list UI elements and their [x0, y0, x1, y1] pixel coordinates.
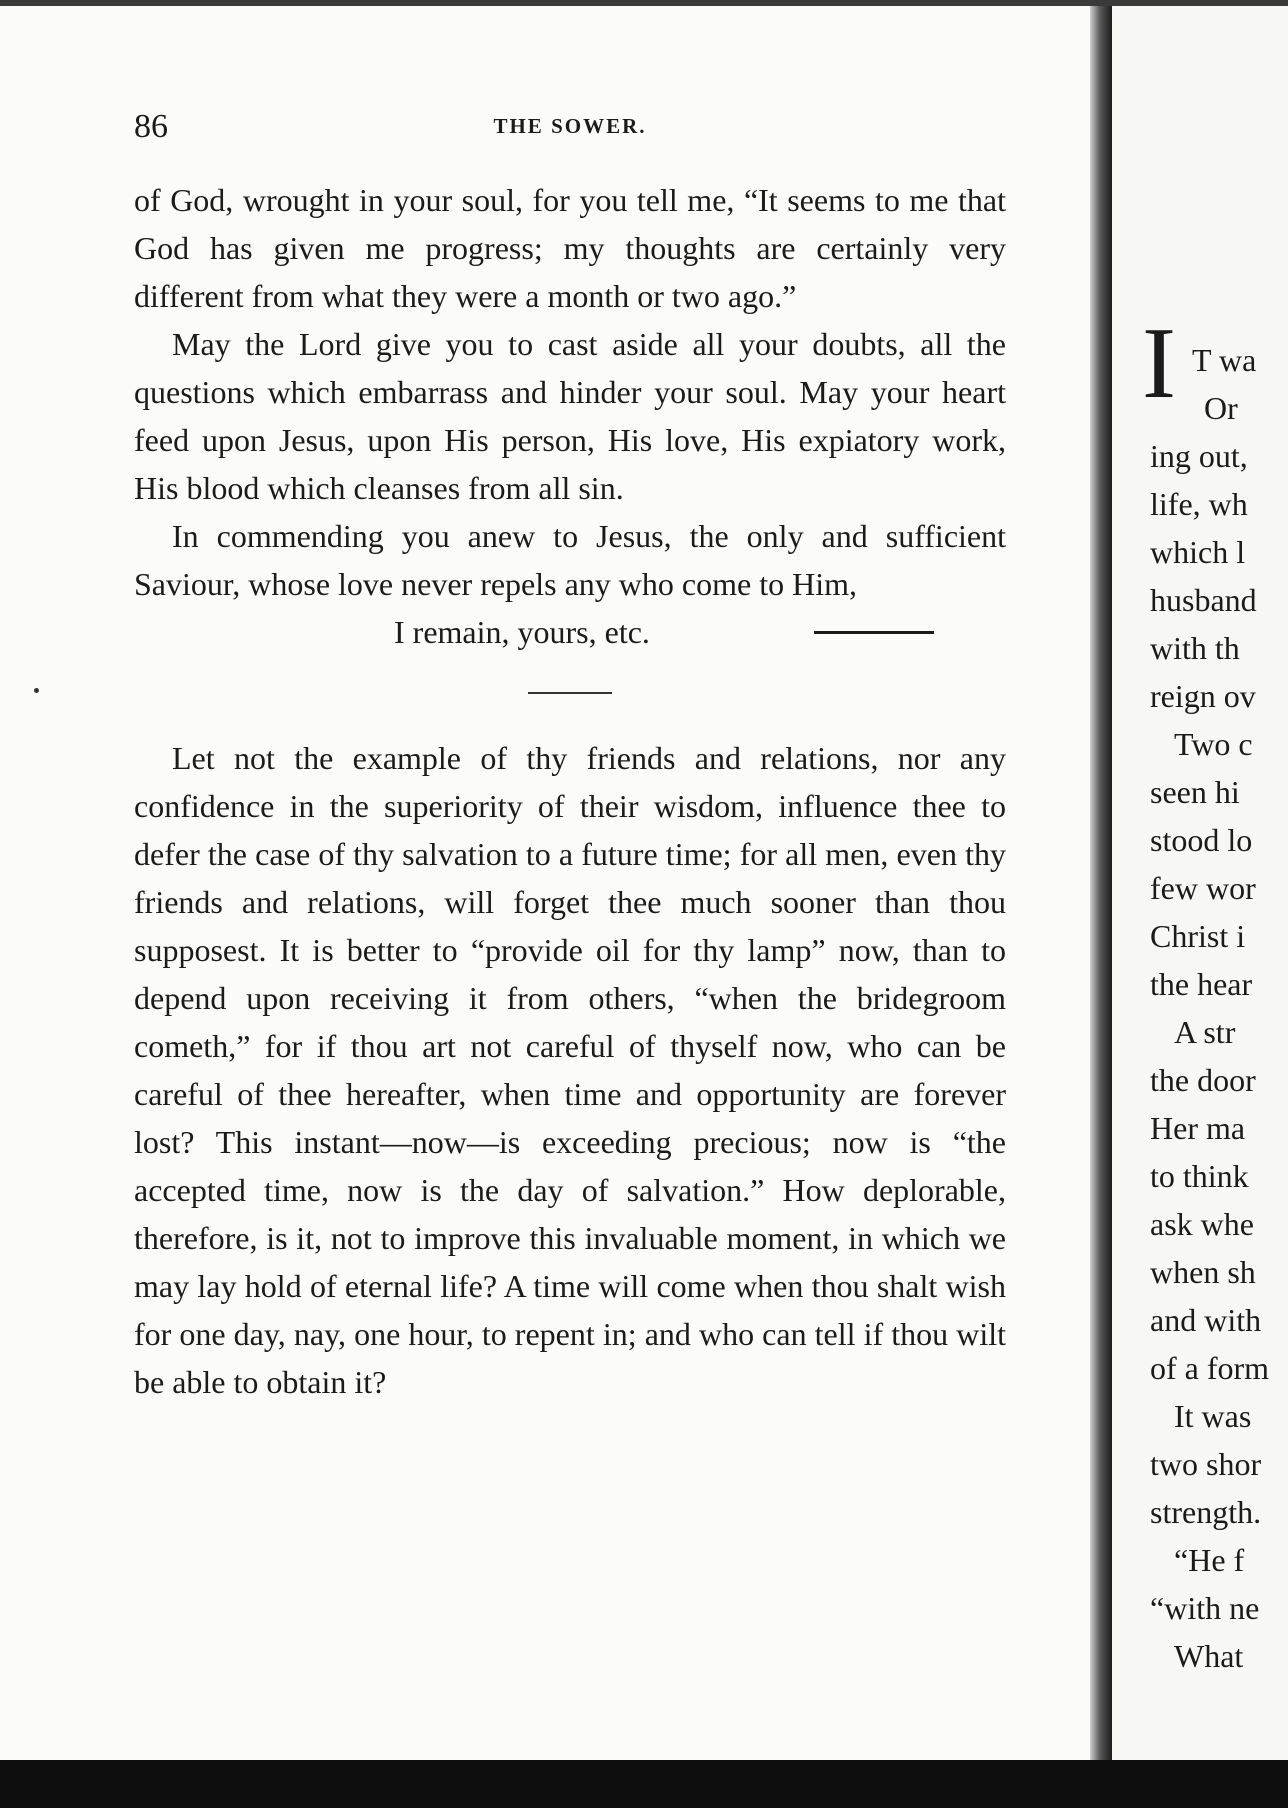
right-page-line: ing out,	[1150, 438, 1248, 474]
right-page-line: the hear	[1150, 966, 1253, 1002]
paragraph: In commending you anew to Jesus, the only and sufficient Saviour, whose love never repels any who come to Him,	[134, 518, 1006, 602]
right-page	[1112, 6, 1288, 1760]
paragraph: Let not the example of thy friends and relations, nor any confidence in the superiority of their wisdom, influence thee to defer the case of thy salvation to a future time; for all men, even thy friends and relations, will forget thee much sooner than thou supposest. It is better to “provide oil for thy lamp” now, than to depend upon receiving it from others, “when the bridegroom cometh,” for if thou art not careful of thyself now, who can be careful of thee hereafter, when time and opportunity are forever lost? This instant—now—is exceeding precious; now is “the accepted time, now is the day of salvation.” How deplorable, therefore, is it, not to improve this invaluable moment, in which we may lay hold of eternal life? A time will come when thou shalt wish for one day, nay, one hour, to repent in; and who can tell if thou wilt be able to obtain it?	[134, 740, 1006, 1400]
right-page-line: Christ i	[1150, 918, 1246, 954]
right-page-line: reign ov	[1150, 678, 1256, 714]
right-page-line: to think	[1150, 1158, 1249, 1194]
page-number: 86	[134, 108, 168, 145]
closing-dash	[814, 631, 934, 634]
scan-bottom-edge	[0, 1760, 1288, 1808]
right-page-line: which l	[1150, 534, 1246, 570]
closing-line	[134, 608, 1006, 656]
right-page-line: life, wh	[1150, 486, 1248, 522]
right-page-line: with th	[1150, 630, 1240, 666]
drop-cap: I	[1142, 307, 1176, 420]
right-page-line: husband	[1150, 582, 1257, 618]
right-page-line: and with	[1150, 1302, 1262, 1338]
right-page-line: A str	[1174, 1014, 1236, 1050]
letter-closing: I remain, yours, etc.	[394, 614, 650, 650]
right-page-line: the door	[1150, 1062, 1256, 1098]
right-page-line: when sh	[1150, 1254, 1256, 1290]
right-page-line: of a form	[1150, 1350, 1270, 1386]
right-page-line: two shor	[1150, 1446, 1262, 1482]
right-page-line: stood lo	[1150, 822, 1253, 858]
stray-mark	[34, 688, 39, 693]
right-page-line: few wor	[1150, 870, 1256, 906]
right-page-line: T wa	[1192, 342, 1257, 378]
right-page-line: What	[1174, 1638, 1244, 1674]
right-page-line: Her ma	[1150, 1110, 1246, 1146]
section-divider	[528, 692, 612, 694]
right-page-line: “with ne	[1150, 1590, 1260, 1626]
right-page-line: Two c	[1174, 726, 1253, 762]
book-gutter	[1090, 6, 1112, 1760]
right-page-line: seen hi	[1150, 774, 1240, 810]
right-page-line: “He f	[1174, 1542, 1245, 1578]
right-page-text	[1112, 6, 1288, 1760]
right-page-line: strength.	[1150, 1494, 1262, 1530]
running-head	[134, 108, 1006, 148]
right-page-line: Or	[1204, 390, 1238, 426]
running-title: THE SOWER.	[493, 114, 647, 138]
paragraph: of God, wrought in your soul, for you tell me, “It seems to me that God has given me progress; my thoughts are certainly very different from what they were a month or two ago.”	[134, 182, 1006, 314]
right-page-line: ask whe	[1150, 1206, 1254, 1242]
left-page	[0, 6, 1090, 1760]
right-page-line: It was	[1174, 1398, 1252, 1434]
paragraph: May the Lord give you to cast aside all your doubts, all the questions which embarrass and hinder your soul. May your heart feed upon Jesus, upon His person, His love, His expiatory work, His blood which cleanses from all sin.	[134, 326, 1006, 506]
body-text	[134, 176, 1006, 1406]
